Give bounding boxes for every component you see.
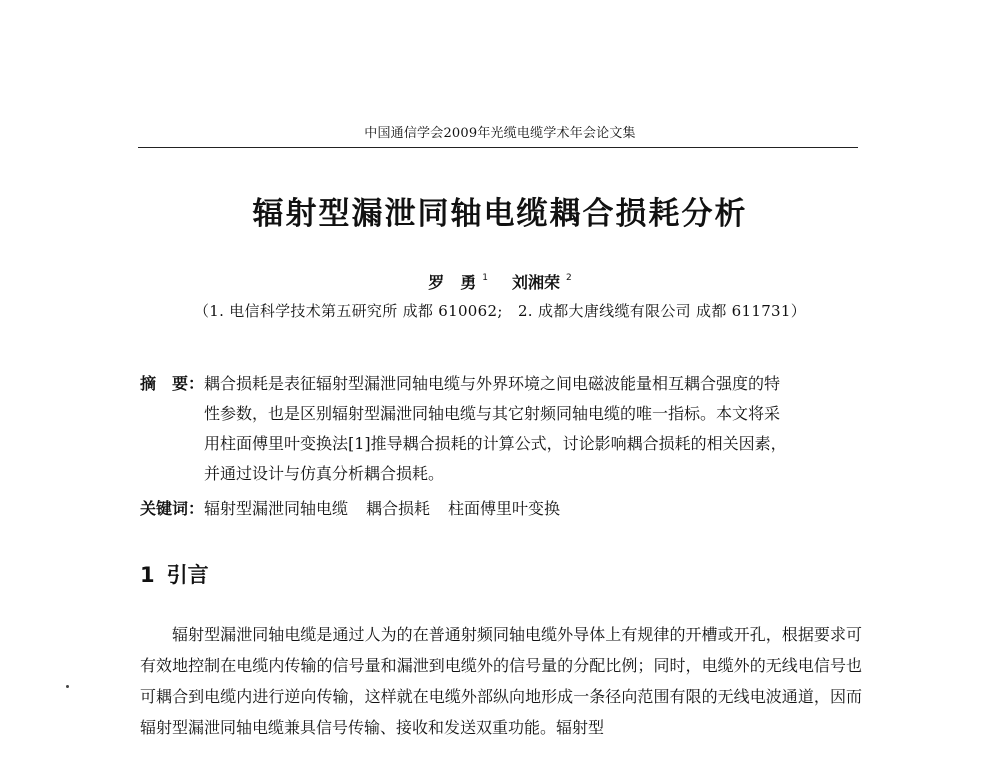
keyword: 耦合损耗: [366, 499, 431, 518]
abstract-line: 性参数，也是区别辐射型漏泄同轴电缆与其它射频同轴电缆的唯一指标。本文将采: [204, 404, 781, 423]
abstract-line: 耦合损耗是表征辐射型漏泄同轴电缆与外界环境之间电磁波能量相互耦合强度的特: [204, 374, 781, 393]
author-list: [0, 270, 1000, 293]
body-text: [140, 619, 862, 743]
author-name: 罗 勇: [428, 273, 477, 292]
abstract-line: 并通过设计与仿真分析耦合损耗。: [204, 464, 445, 483]
section-number: 1: [140, 563, 155, 587]
author-affiliation-mark: 2: [566, 273, 572, 283]
body-paragraph: 辐射型漏泄同轴电缆是通过人为的在普通射频同轴电缆外导体上有规律的开槽或开孔，根据要求可有效地控制在电缆内传输的信号量和漏泄到电缆外的信号量的分配比例；同时，电缆外的无线电信号也可耦合到电缆内进行逆向传输，这样就在电缆外部纵向地形成一条径向范围有限的无线电波通道，因而辐射型漏泄同轴电缆兼具信号传输、接收和发送双重功能。辐射型: [140, 625, 862, 737]
header-rule: [138, 147, 858, 148]
author-affiliation-mark: 1: [482, 273, 488, 283]
running-header: 中国通信学会2009年光缆电缆学术年会论文集: [364, 126, 636, 141]
affiliations: （1. 电信科学技术第五研究所 成都 610062; 2. 成都大唐线缆有限公司 成都 611731）: [193, 302, 807, 320]
abstract-label: 摘 要：: [140, 374, 205, 393]
section-title: 引言: [166, 563, 209, 587]
abstract-line: 用柱面傅里叶变换法[1]推导耦合损耗的计算公式，讨论影响耦合损耗的相关因素，: [204, 434, 787, 453]
keywords-label: 关键词：: [140, 499, 205, 518]
paper-title: 辐射型漏泄同轴电缆耦合损耗分析: [252, 196, 748, 232]
keyword: 柱面傅里叶变换: [448, 499, 561, 518]
section-heading: [140, 559, 209, 589]
abstract: [140, 369, 862, 489]
keyword: 辐射型漏泄同轴电缆: [204, 499, 349, 518]
author-name: 刘湘荣: [512, 273, 561, 292]
scan-speck: [66, 685, 69, 688]
keywords: [140, 495, 862, 523]
